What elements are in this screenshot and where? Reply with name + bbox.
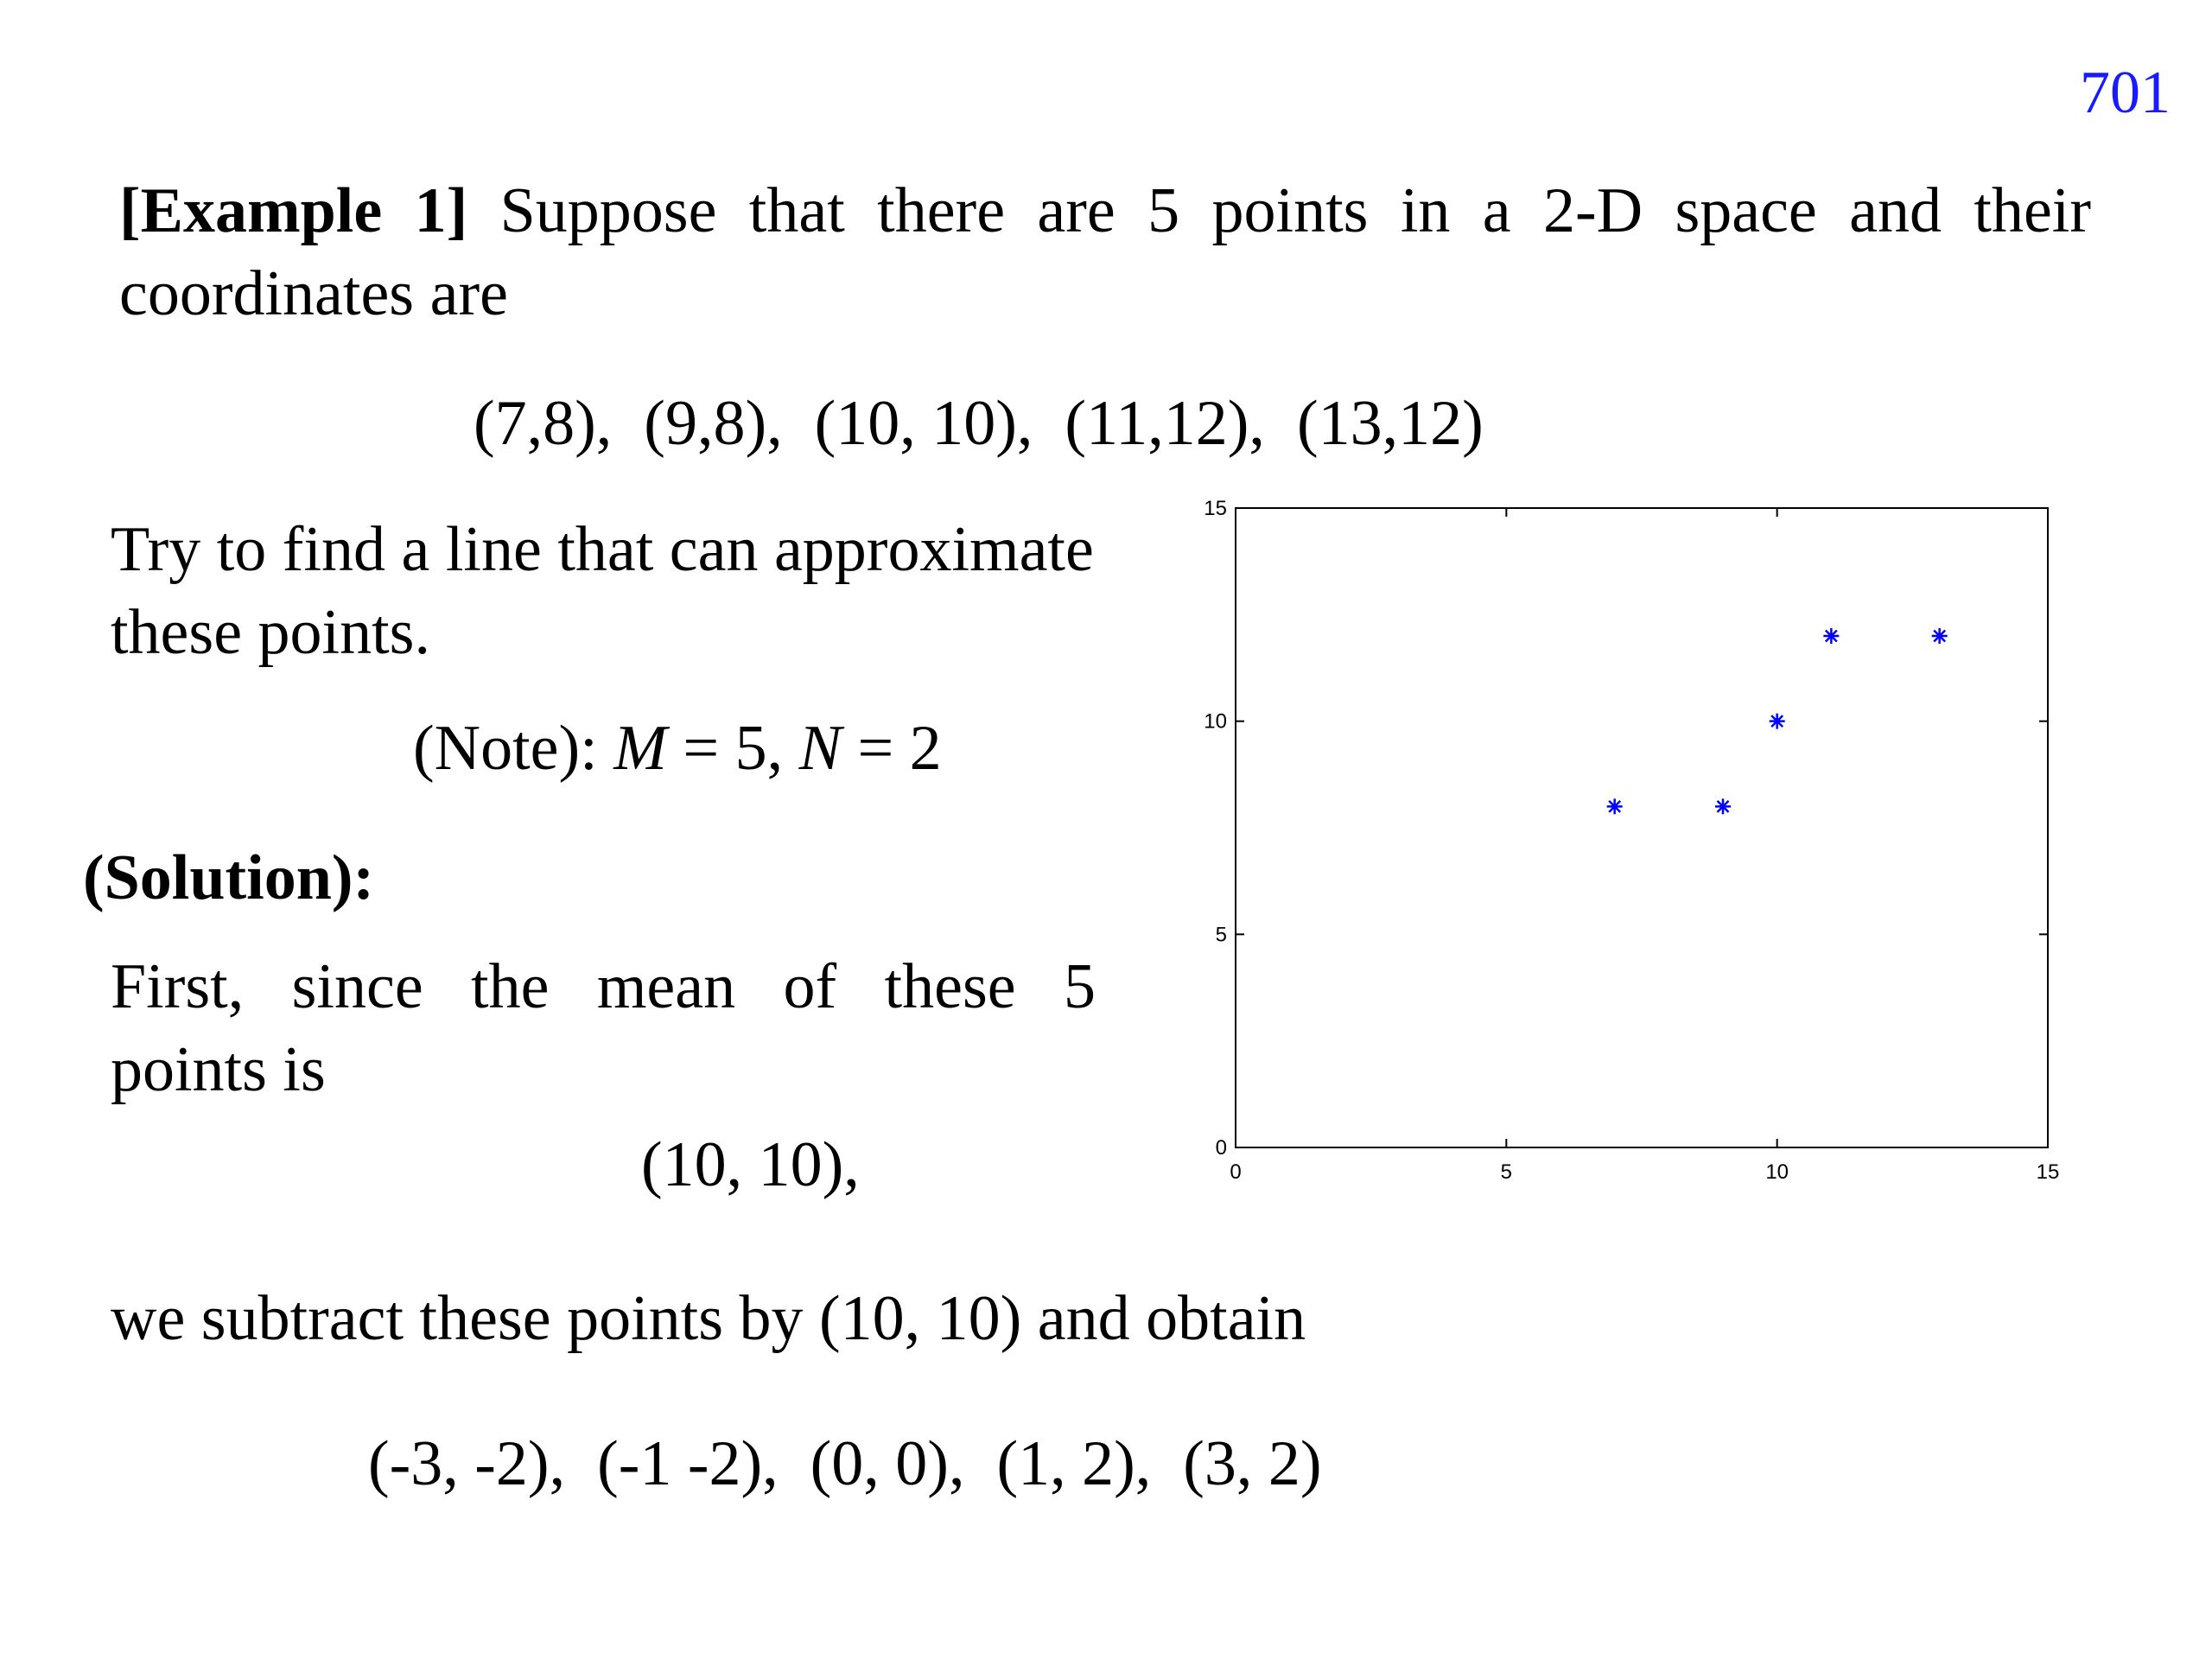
solution-first-line1: First, since the mean of these 5 bbox=[111, 951, 1096, 1022]
centered-point-list bbox=[368, 1422, 1322, 1505]
task-text bbox=[111, 508, 1094, 674]
point-item: (11,12), bbox=[1065, 388, 1265, 459]
note-var-m: M bbox=[613, 713, 667, 784]
centered-point-item: (-3, -2), bbox=[368, 1428, 566, 1499]
example-intro-line1 bbox=[119, 169, 2091, 252]
x-tick-label: 10 bbox=[1765, 1160, 1789, 1184]
note-m-value: = 5, bbox=[683, 713, 784, 784]
note-var-n: N bbox=[798, 713, 842, 784]
note-n-value: = 2 bbox=[857, 713, 942, 784]
point-item: (7,8), bbox=[474, 388, 613, 459]
y-tick-label: 15 bbox=[1204, 497, 1227, 520]
task-line1: Try to find a line that can approximate bbox=[111, 514, 1094, 585]
scatter-plot bbox=[1175, 484, 2108, 1210]
point-item: (9,8), bbox=[644, 388, 783, 459]
solution-first bbox=[111, 945, 1096, 1111]
plot-frame bbox=[1236, 508, 2048, 1147]
task-line2: these points. bbox=[111, 597, 430, 668]
y-tick-label: 0 bbox=[1215, 1136, 1227, 1160]
point-item: (10, 10), bbox=[814, 388, 1033, 459]
point-item: (13,12) bbox=[1296, 388, 1484, 459]
solution-first-line2: points is bbox=[111, 1034, 326, 1105]
x-tick-label: 0 bbox=[1230, 1160, 1242, 1184]
mean-value: (10, 10), bbox=[641, 1129, 860, 1200]
page-number: 701 bbox=[2080, 60, 2171, 126]
example-heading: [Example 1] bbox=[119, 175, 468, 246]
y-tick-label: 5 bbox=[1215, 923, 1227, 947]
subtract-text: we subtract these points by (10, 10) and obtain bbox=[111, 1283, 1306, 1354]
data-point bbox=[1715, 798, 1731, 814]
data-point bbox=[1607, 798, 1623, 814]
x-tick-label: 5 bbox=[1500, 1160, 1513, 1184]
data-point bbox=[1932, 628, 1948, 644]
example-intro-line2: coordinates are bbox=[119, 258, 508, 329]
centered-point-item: (-1 -2), bbox=[597, 1428, 779, 1499]
example-intro bbox=[119, 169, 2091, 335]
x-tick-label: 15 bbox=[2036, 1160, 2060, 1184]
point-list bbox=[474, 382, 1484, 465]
note-prefix: (Note): bbox=[413, 713, 598, 784]
centered-point-item: (0, 0), bbox=[810, 1428, 965, 1499]
solution-heading: (Solution): bbox=[83, 842, 375, 913]
data-point bbox=[1770, 714, 1785, 729]
example-intro-text: Suppose that there are 5 points in a 2-D space and their bbox=[499, 175, 2091, 246]
data-point bbox=[1823, 628, 1839, 644]
note bbox=[413, 707, 942, 790]
centered-point-item: (1, 2), bbox=[996, 1428, 1152, 1499]
y-tick-label: 10 bbox=[1204, 709, 1227, 734]
centered-point-item: (3, 2) bbox=[1183, 1428, 1322, 1499]
